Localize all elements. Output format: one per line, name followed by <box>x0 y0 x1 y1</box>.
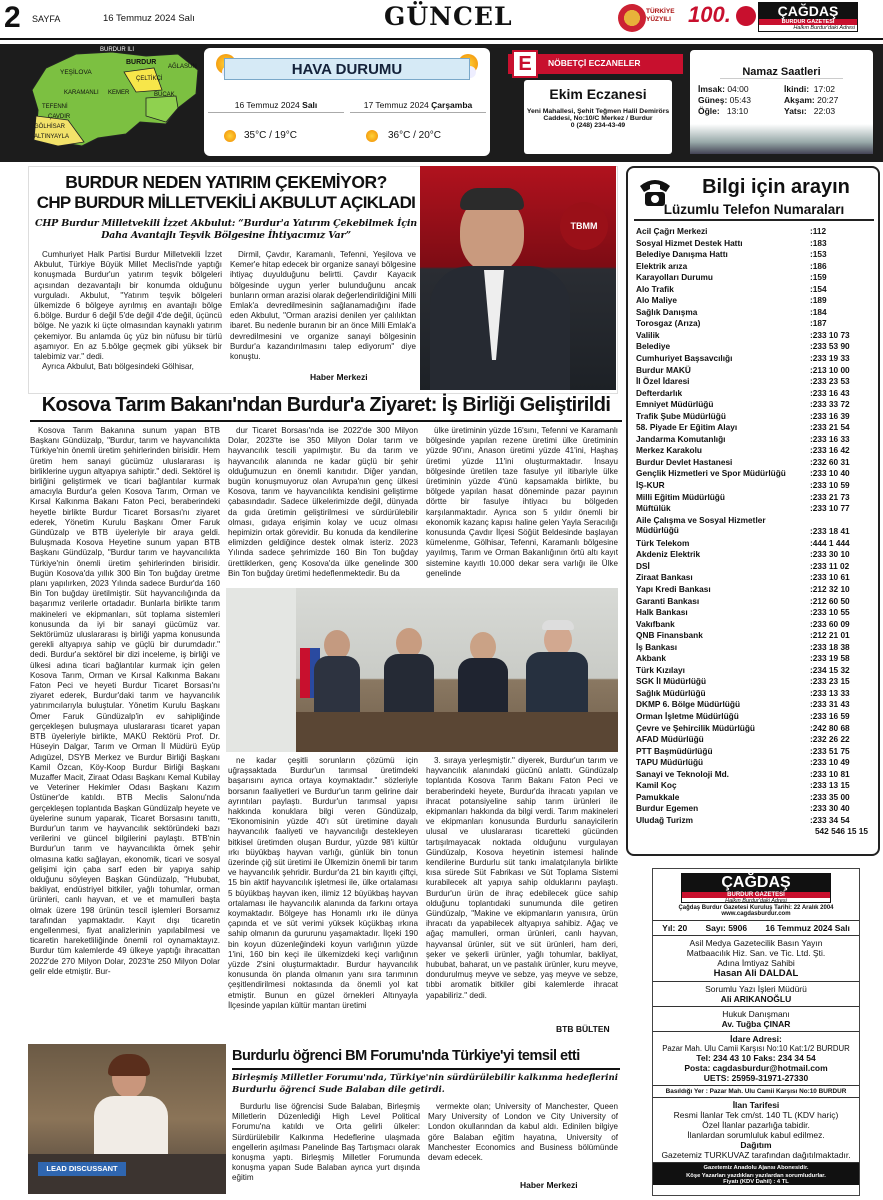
phone-row <box>634 353 874 365</box>
impressum-box <box>652 868 860 1196</box>
phone-row <box>634 549 874 561</box>
phone-row <box>634 607 874 619</box>
phone-row <box>634 826 874 838</box>
weather-box <box>204 48 490 156</box>
phone-row <box>634 422 874 434</box>
impressum-logo-sub: BURDUR GAZETESİ <box>682 892 830 898</box>
phone-row-number: :233 31 43 <box>810 699 850 710</box>
address-text: Pazar Mah. Ulu Camii Karşısı No:10 Kat:1/2 BURDUR <box>662 1044 850 1053</box>
phone-row-label: Akdeniz Elektrik <box>636 549 701 560</box>
phone-row <box>634 249 874 261</box>
phone-row <box>634 596 874 608</box>
phone-row-label: Sağlık Danışma <box>636 306 698 317</box>
tel-fax: Tel: 234 43 10 Faks: 234 34 54 <box>696 1053 816 1063</box>
phone-row-number: :154 <box>810 283 827 294</box>
phone-row-label: Valilik <box>636 329 660 340</box>
sun-icon-2 <box>366 130 378 142</box>
map-label-11: ALTINYAYLA <box>34 134 70 140</box>
phone-row-label: Uludağ Turizm <box>636 814 694 825</box>
owner-line-2: Matbaacılık Hiz. San. ve Tic. Ltd. Şti. <box>686 948 826 958</box>
phone-row-number: :233 21 73 <box>810 491 850 502</box>
day2-name: Çarşamba <box>431 100 473 110</box>
sidebar-title-1: Bilgi için arayın <box>702 176 850 198</box>
price: Fiyatı (KDV Dahil) : 4 TL <box>653 1179 859 1185</box>
phone-row <box>634 272 874 284</box>
phone-row-number: :233 11 02 <box>810 560 850 571</box>
phone-row-label: Torosgaz (Arıza) <box>636 318 701 329</box>
article-2-byline: BTB BÜLTEN <box>556 1024 610 1034</box>
phone-row-number: :233 18 38 <box>810 641 850 652</box>
phone-row-label: Defterdarlık <box>636 387 683 398</box>
phone-row-number: :233 10 49 <box>810 757 850 768</box>
turkiye-yuzyili-text: TÜRKİYE YÜZYILI <box>646 8 675 23</box>
phone-row-label: Karayolları Durumu <box>636 272 713 283</box>
ogle-time: 13:10 <box>726 106 749 116</box>
article-3-col-2-text: vermekte olan; University of Manchester, Queen Mary University of London ve City University of London okullarından da kabul aldı. Edinilen bilgiye göre Balaban eğitim hayatına, University of Manchester Economics and Business bölümünde devam edecek. <box>428 1102 618 1163</box>
phone-row-label: Yapı Kredi Bankası <box>636 583 711 594</box>
phone-row-number: :233 10 73 <box>810 329 850 340</box>
phone-row <box>634 238 874 250</box>
imsak-label: İmsak: <box>698 84 725 94</box>
impressum-logo <box>681 873 831 903</box>
phone-row-number: :233 33 72 <box>810 399 850 410</box>
phone-row <box>634 572 874 584</box>
phone-row-number: :187 <box>810 318 827 329</box>
phone-row-number: :183 <box>810 237 827 248</box>
map-label-9: ÇAVDIR <box>48 114 71 120</box>
gunes-label: Güneş: <box>698 95 728 105</box>
phone-row <box>634 365 874 377</box>
owner-name: Hasan Ali DALDAL <box>713 968 799 979</box>
day1-date-text: 16 Temmuz 2024 <box>234 100 300 110</box>
phone-row-label: Kamil Koç <box>636 780 677 791</box>
phone-row-label: Pamukkale <box>636 791 680 802</box>
article-2-col-3b-text: 3. sıraya yerleşmiştir." diyerek, Burdur'un tarım ve hayvancılık alanındaki gücünü anlattı. Gündüzalp toplantıda Kosova Tarım Bakanı Faton Peci ve beraberindeki heyete, Burdur'da ihracatı yapılan ve ihracat potansiyeline sahip tarım ürünleri ile ekipmanları hakkında da bilgi verdi. Tarım makineleri ve ekipmanları konusunda Burdurlu sanayicilerin ulusal ve uluslararası ticaretteki gücünden tartışılmayacak noktada olduğunu vurgulayan Gündüzalp, Kosova heyetinin istemesi halinde kendilerine Burdurlu süt tankı imalatçılarıyla birlikte kısa sürede Süt Fabrikası ve Süt Toplama Sistemi kurabilecek alt yapıya sahip olduklarını paylaştı. Burdur'un ürün de ihraç edebilecek güce sahip olduğunu toplantıdaki sunumunda dile getiren Gündüzalp, "Makine ve ekipmanların yanısıra, ürün ihracatı da yapabilecek altyapıya sahibiz. Ağaç ve ağaç mamulleri, orman ürünleri, canlı hayvan, hayvansal ürünler, süt ve süt ürünleri, ham deri, şeker ve şekerli ürünler, yağlı tohumlar, bakliyat, hububat, baharat, un ve pastalık ürünler, kuru meyve, dondurulmuş meyve ve sebze, yaş meyve ve sebze, tıbbi aromatik bitkiler gibi kalemlerde ihracat yapabiliriz." dedi. <box>426 756 618 1000</box>
phone-row-label: Elektrik arıza <box>636 260 688 271</box>
article-1-col-1 <box>34 250 222 372</box>
pharmacy-phone: 0 (248) 234-43-49 <box>570 122 626 129</box>
phone-row <box>634 676 874 688</box>
phone-row-number: :233 16 33 <box>810 433 850 444</box>
phone-row-number: :233 35 00 <box>810 791 850 802</box>
phone-row-label: Emniyet Müdürlüğü <box>636 399 714 410</box>
phone-row-label: Belediye <box>636 341 671 352</box>
phone-row <box>634 561 874 573</box>
map-label-6: KEMER <box>108 90 130 96</box>
phone-row <box>634 284 874 296</box>
phone-row-number: :213 10 00 <box>810 364 850 375</box>
phone-row-label: Cumhuriyet Başsavcılığı <box>636 353 733 364</box>
ad-line-3: İlanlardan sorumluluk kabul edilmez. <box>687 1130 825 1140</box>
phone-row-number: :233 13 33 <box>810 687 850 698</box>
phone-row-number: :233 18 41 <box>810 526 850 537</box>
phone-row-label: Belediye Danışma Hattı <box>636 249 728 260</box>
phone-row-label: Türk Telekom <box>636 537 690 548</box>
article-3-col-1-text: Burdurlu lise öğrencisi Sude Balaban, Birleşmiş Milletlerin Düzenlediği High Level Political Forumu'na katıldı ve Orta gelirli ülkeler: Sürdürülebilir Kalkınma Hedeflerine ulaşmada engellerin aşılması Panelinde Baş Tartışmacı olarak konuşma yaptı. Birleşmiş Milletler Forumunda konuşma yapan Sude Balaban ayrıca yurt dışında eğitim <box>232 1102 420 1183</box>
phone-row-number: :233 23 15 <box>810 676 850 687</box>
paper-logo-text: ÇAĞDAŞ <box>759 3 857 19</box>
phone-row <box>634 341 874 353</box>
phone-row <box>634 630 874 642</box>
phone-row <box>634 746 874 758</box>
article-1-headline-1: BURDUR NEDEN YATIRIM ÇEKEMİYOR? <box>65 172 387 192</box>
phone-row-label: QNB Finansbank <box>636 630 703 641</box>
pharmacy-box <box>508 48 683 156</box>
ikindi-label: İkindi: <box>784 84 810 94</box>
issue-date: 16 Temmuz 2024 Salı <box>765 923 850 933</box>
phone-row-number: :233 13 15 <box>810 780 850 791</box>
issue-number: Sayı: 5906 <box>705 923 748 933</box>
map-label-10: GÖLHİSAR <box>34 124 66 130</box>
yatsi-time: 22:03 <box>813 106 836 116</box>
phone-row-number: :233 10 55 <box>810 607 850 618</box>
dist-text: Gazetemiz TURKUVAZ tarafından dağıtılmaktadır. <box>661 1150 851 1160</box>
phone-row-label: 58. Piyade Er Eğitim Alayı <box>636 422 738 433</box>
article-1-headline-2: CHP BURDUR MİLLETVEKİLİ AKBULUT AÇIKLADI <box>36 193 416 212</box>
article-2-col-3b <box>426 756 618 1018</box>
phone-row-label: Akbank <box>636 653 666 664</box>
phone-row-number: :233 60 09 <box>810 618 850 629</box>
phone-row-number: :233 30 10 <box>810 549 850 560</box>
legal-section <box>653 1006 859 1031</box>
impressum-founded: Çağdaş Burdur Gazetesi Kuruluş Tarihi: 22 Aralık 2004 <box>678 905 834 911</box>
legal-label: Hukuk Danışmanı <box>722 1009 790 1019</box>
phone-row-number: :233 19 33 <box>810 353 850 364</box>
article-1-col-1-p2: Ayrıca Akbulut, Batı bölgesindeki Gölhisar, <box>42 362 194 372</box>
article-2-col-2a-text: dur Ticaret Borsası'nda ise 2022'de 300 Milyon Dolar, 2023'te ise 350 Milyon Dolar tarım ve hayvancılık tescili yapılmıştır. Bu da tarım ve hayvancılık alanında ne kadar güçlü bir şehir olduğumuzun en önemli kanıtıdır. Diğer yandan, bugün konuşmuyoruz olan Avrupa'nın genç ülkesi Kosova, tarım ve hayvancılıkta kendisini geliştirme çabasındadır. Sadece ülkelerimizde değil, dünyada da gıda üretimin geliştirilmesi ve sürdürülebilir olması, gıdaya erişimin kolay ve ucuz olması hepimizin ortak görevidir. Bu konuda da kendilerine elimizden geldiğince destek olmak isteriz. 2023 Yılında sadece şehrimizde 160 Bin Ton buğday ürettiklerken, genç Kosova'da ülke genelinde 300 Bin Ton buğday üretimi hedeflenmektedir. Bu da <box>228 426 418 578</box>
phone-numbers-sidebar <box>626 166 880 856</box>
article-1-col-2-p1: Dirmil, Çavdır, Karamanlı, Tefenni, Yeşilova ve Kemer'e hitap edecek bir organize sanayi bölgesine ihtiyaç duyulduğunu belirtti. Çavdır Kayacık bölgesinde uygun yerler bulunduğunu ancak bunların orman arazisi olarak değerlendirildiğini Milli Emlak'a devredilmesinin sağlanamadığını ifade eden Akbulut, "Orman arazisi denilen yer çalılıktan ibaret. Bu nedenle buranın bir an önce Milli Emlak'a devredilmesini ve organize sanayi bölgesinin Burdur'a kazandırılmasını talep ediyorum" diye konuştu. <box>230 250 416 362</box>
dist-label: Dağıtım <box>740 1140 772 1150</box>
article-2-col-2a <box>228 426 418 586</box>
article-2-headline: Kosova Tarım Bakanı'ndan Burdur'a Ziyaret: İş Birliği Geliştirildi <box>41 394 611 416</box>
phone-row-number: :233 16 59 <box>810 710 850 721</box>
article-2-col-3a-text: ülke üretiminin yüzde 16'sını, Tefenni ve Karamanlı bölgesinde yapılan rezene üretimi ülke üretiminin yüzde 90'ını, Anason üretimi yüzde 41'ini, Haşhaş üretimi yüzde 11'ini oluşturmaktadır. İnsayu bölgesinde üretilen taze fasulye yıl itibariyle ülke üretiminin yüzde 4'ünü kapsamakla birlikte, bu bölgede yapılan hasat döneminde pazar payının dörtte bir fasulye ihtiyacı bu bölgeden karşılanmaktadır. Ayrıca son 5 yıldır önemli bir ekonomik kazanç kapısı haline gelen Yayla Seracılığı konusunda Çavdır İlçesi Söğüt Beldesinde başlayan kümelenme, Gölhisar, Tefenni, Karamanlı bölgesine yayılmış, Tarım ve Orman Bakanlığının örtü altı kayıt sistemine kayıtlı 10.000 dekar sera varlığı ile Ülke genelinde <box>426 426 618 578</box>
print-location: Basıldığı Yer : Pazar Mah. Ulu Camii Karşısı No:10 BURDUR <box>653 1085 859 1097</box>
phone-row <box>634 619 874 631</box>
phone-row-label: DSİ <box>636 560 650 571</box>
day2-date-text: 17 Temmuz 2024 <box>363 100 429 110</box>
phone-row-label: Alo Trafik <box>636 283 674 294</box>
day1-name: Salı <box>302 100 318 110</box>
issue-row <box>653 920 859 935</box>
phone-row <box>634 538 874 550</box>
phone-row <box>634 757 874 769</box>
phone-row-label: Jandarma Komutanlığı <box>636 433 726 444</box>
phone-row <box>634 445 874 457</box>
phone-row <box>634 226 874 238</box>
phone-row-number: :159 <box>810 272 827 283</box>
article-3-subhead: Birleşmiş Milletler Forumu'nda, Türkiye'nin sürdürülebilir kalkınma hedeflerini Burdurlu öğrenci Sude Balaban dile getirdi. <box>232 1073 618 1095</box>
ogle-label: Öğle: <box>698 106 720 116</box>
phone-row-label: Burdur MAKÜ <box>636 364 691 375</box>
phone-row <box>634 769 874 781</box>
page-header <box>0 0 883 40</box>
phone-row-number: :212 21 01 <box>810 630 850 641</box>
legal-name: Av. Tuğba ÇINAR <box>721 1019 791 1029</box>
phone-row <box>634 492 874 504</box>
article-3-photo <box>28 1044 226 1194</box>
pharmacy-address-2: Caddesi, No:10/C Merkez / Burdur <box>543 115 653 122</box>
address-label: İdare Adresi: <box>730 1034 782 1044</box>
phone-row-label: Milli Eğitim Müdürlüğü <box>636 491 725 502</box>
phone-row-label: Çevre ve Şehircilik Müdürlüğü <box>636 722 755 733</box>
imsak-time: 04:00 <box>727 84 749 94</box>
ad-label: İlan Tarifesi <box>732 1100 780 1110</box>
phone-row-label: TAPU Müdürlüğü <box>636 757 704 768</box>
paper-tagline: Halkın Burdur'daki Adresi <box>793 25 855 31</box>
divider <box>30 420 622 422</box>
phone-row-label: Sanayi ve Teknoloji Md. <box>636 768 729 779</box>
phone-row <box>634 688 874 700</box>
article-1-subhead: CHP Burdur Milletvekili İzzet Akbulut: “Burdur'a Yatırım Çekebilmek İçin Daha Avantajlı Teşvik Bölgesine İhtiyacımız Var” <box>35 218 417 241</box>
phone-row <box>634 723 874 735</box>
phone-row <box>634 318 874 330</box>
phone-row-label: Garanti Bankası <box>636 595 700 606</box>
pharmacy-label: NÖBETÇİ ECZANELER <box>548 58 641 68</box>
phone-row-number: :444 1 444 <box>810 537 850 548</box>
prayer-times-box <box>690 50 873 154</box>
phone-row-number: :212 60 50 <box>810 595 850 606</box>
map-label-2: BURDUR <box>126 59 157 66</box>
pharmacy-e-icon: E <box>512 50 538 78</box>
article-3-byline: Haber Merkezi <box>520 1180 578 1190</box>
phone-row-label: İŞ-KUR <box>636 480 665 491</box>
skyline-graphic <box>690 124 873 154</box>
phone-row <box>634 261 874 273</box>
phone-row-number: :232 60 31 <box>810 456 850 467</box>
phone-row <box>634 699 874 711</box>
impressum-logo-text: ÇAĞDAŞ <box>682 874 830 892</box>
article-1-col-1-p1: Cumhuriyet Halk Partisi Burdur Milletvekili İzzet Akbulut, Türkiye Büyük Millet Meclisi'nde yaptığı konuşmada Burdur'un yatırım teşvik bölgeleri açısından dezavantajlı bir konumda olduğunu vurguladı. Akbulut, "Yatırım teşvik bölgeleri ülkemizde 6 bölgeye ayrılmış en avantajlı bölge 6.bölge. Burdur 6 değil 5'de değil 4'de değil, üçüncü bölge. Ne yazık ki üçte olmasından kaynaklı yatırım çekemiyor. Bu anlamda üç yüz bin nüfusu bir türlü aşamıyor. En az 5.bölge geçmek gibi yüksek bir talebimiz var." dedi. <box>34 250 222 362</box>
lead-discussant-sign: LEAD DISCUSSANT <box>38 1162 126 1176</box>
article-2-col-1 <box>30 426 220 1034</box>
phone-row <box>634 792 874 804</box>
owner-line-3: Adına İmtiyaz Sahibi <box>717 958 795 968</box>
map-label-0: BURDUR İLİ <box>100 47 135 53</box>
article-2-photo <box>226 588 618 752</box>
map-label-3: AĞLASUN <box>168 64 197 70</box>
phone-row-label: Alo Maliye <box>636 295 678 306</box>
address-section <box>653 1031 859 1085</box>
article-3-rule <box>232 1068 620 1070</box>
sun-icon <box>224 130 236 142</box>
article-1-col-2 <box>230 250 416 362</box>
phone-row-label: SGK İl Müdürlüğü <box>636 676 707 687</box>
phone-row <box>634 399 874 411</box>
paper-logo <box>758 2 858 32</box>
phone-row <box>634 665 874 677</box>
phone-row-number: :233 10 61 <box>810 572 850 583</box>
100-years-logo: 100. <box>688 2 731 27</box>
burdur-map <box>28 46 204 152</box>
phone-row <box>634 307 874 319</box>
phone-row <box>634 642 874 654</box>
pharmacy-card <box>524 80 672 154</box>
page-number: 2 <box>4 1 21 34</box>
phone-row-number: :212 32 10 <box>810 583 850 594</box>
phone-row-number: :184 <box>810 306 827 317</box>
day1-temp: 35°C / 19°C <box>244 130 298 141</box>
phone-row-label: DKMP 6. Bölge Müdürlüğü <box>636 699 741 710</box>
phone-row-number <box>810 515 868 527</box>
phone-row <box>634 388 874 400</box>
author-notice: Köşe Yazarları yazdıkları yazılardan sorumludurlar. <box>653 1173 859 1179</box>
phone-row <box>634 480 874 492</box>
paper-logo-sub: BURDUR GAZETESİ <box>759 19 857 25</box>
aksam-label: Akşam: <box>784 95 815 105</box>
member-note: Gazetemiz Anadolu Ajansı Abonesidir. <box>653 1162 859 1173</box>
phone-row <box>634 711 874 723</box>
phone-row-label: Acil Çağrı Merkezi <box>636 226 708 236</box>
page-label: SAYFA <box>32 14 61 24</box>
phone-row-number: :233 10 77 <box>810 503 850 514</box>
sidebar-title-2: Lüzumlu Telefon Numaraları <box>634 202 874 221</box>
phone-row-label: Burdur Devlet Hastanesi <box>636 456 733 467</box>
issue-year: Yıl: 20 <box>662 923 688 933</box>
owner-line-1: Asil Medya Gazetecilik Basın Yayın <box>689 938 823 948</box>
phone-row-number: :233 30 40 <box>810 803 850 814</box>
pharmacy-name: Ekim Eczanesi <box>549 86 647 102</box>
phone-list <box>634 226 874 838</box>
phone-row-label: Sağlık Müdürlüğü <box>636 687 706 698</box>
article-1-byline: Haber Merkezi <box>310 372 368 382</box>
phone-row <box>634 457 874 469</box>
phone-row <box>634 376 874 388</box>
email: Posta: cagdasburdur@hotmail.com <box>684 1063 828 1073</box>
ad-line-1: Resmi İlanlar Tek cm/st. 140 TL (KDV hariç) <box>673 1110 839 1120</box>
article-2-col-2b-text: ne kadar çeşitli sorunların çözümü için uğraşsaktada Burdur'un tarımsal üretimdeki başarısını ayrıca ortaya koymaktadır." sözleriyle borsanın faaliyetleri ve Burdur'un tarım gelirine dair ayrıntıları paylaştı. Burdur'un tarımsal yapısı hakkında konuklara bilgi veren Gündüzalp, "Ekonomisinin yüzde 40'ı süt üretimine dayalı hayvancılık faaliyeti ve hayvancılığı destekleyen bitkisel üretimden oluşan Burdur, yüzde 98'i kültür ırkı büyükbaş hayvan varlığı, günlük bin tonun üzerinde çiğ süt üretimi ile Ülkemizin önemli bir tarım ve hayvancılık şehridir. Burdur'da 21 bin kayıtlı çiftçi, 15 bin aktif hayvancılık işletmesi ile, ülke ortalaması 5 büyükbaş hayvan iken, ilimiz 12 büyükbaş hayvan ortalaması ile hayvancılık alanında da farkını ortaya koymaktadır. Bölgeye has Honamlı ırkı ile dünya çapında et ve süt verimi yüksek küçükbaş ırkına sahip olmanın da gururunu yaşamaktadır. İlçeki 190 bin koyun düzenleğindeki koyun varlığının yüzde 1'ini, 160 bin keçi ile ülkemizdeki keçi varlığının yüzde 2'sini oluşturmaktadır. Burdur hayvancılık konusunda ön planda olmanın yanı sıra tarımının çeşitlendirilmesi noktasında da önemli yol kat etmiştir. Bunun en güzel örnekleri Altınyayla İlçesinde yapılan kültür mantarı üretimi <box>228 756 418 1010</box>
map-label-4: ÇELTİKÇİ <box>136 76 163 82</box>
phone-row-number: :233 21 54 <box>810 422 850 433</box>
phone-row-label: Aile Çalışma ve Sosyal Hizmetler Müdürlüğü <box>636 514 766 535</box>
uets: UETS: 25959-31971-27330 <box>703 1073 809 1083</box>
editor-section <box>653 981 859 1006</box>
phone-row-number: 542 546 15 15 <box>814 826 868 837</box>
weather-title: HAVA DURUMU <box>224 58 470 80</box>
phone-row <box>634 411 874 423</box>
prayer-col-2 <box>784 84 838 117</box>
phone-row-label: Ziraat Bankası <box>636 572 693 583</box>
owner-section <box>653 935 859 981</box>
section-title: GÜNCEL <box>384 2 513 31</box>
phone-row-number: :232 26 22 <box>810 734 850 745</box>
pharmacy-address-1: Yeni Mahallesi, Şehit Teğmen Halil Demirörs <box>526 108 670 115</box>
editor-name: Ali ARIKANOĞLU <box>720 994 792 1004</box>
phone-row <box>634 803 874 815</box>
phone-row <box>634 503 874 515</box>
prayer-title: Namaz Saatleri <box>720 66 843 79</box>
phone-row-label: Merkez Karakolu <box>636 445 702 456</box>
map-label-8: TEFENNİ <box>42 104 68 110</box>
phone-row-label: Vakıfbank <box>636 618 675 629</box>
impressum-tagline: Halkın Burdur'daki Adresi <box>725 898 787 904</box>
phone-row-label: Orman İşletme Müdürlüğü <box>636 710 739 721</box>
phone-row-number: :233 10 81 <box>810 768 850 779</box>
phone-row-label: Sosyal Hizmet Destek Hattı <box>636 237 743 248</box>
prayer-col-1 <box>698 84 751 117</box>
phone-row-number: :233 10 59 <box>810 480 850 491</box>
phone-row-number: :153 <box>810 249 827 260</box>
editor-label: Sorumlu Yazı İşleri Müdürü <box>705 984 807 994</box>
map-label-1: YEŞİLOVA <box>60 69 92 76</box>
turkiye-yuzyili-logo-icon <box>618 4 646 32</box>
phone-row <box>634 468 874 480</box>
phone-row-label: Burdur Egemen <box>636 803 699 814</box>
phone-row <box>634 584 874 596</box>
ikindi-time: 17:02 <box>813 84 836 94</box>
phone-row <box>634 734 874 746</box>
article-3-headline: Burdurlu öğrenci BM Forumu'nda Türkiye'yi temsil etti <box>232 1048 580 1064</box>
phone-row-label: Trafik Şube Müdürlüğü <box>636 410 726 421</box>
phone-row-label: Halk Bankası <box>636 607 688 618</box>
phone-row-number: :233 23 53 <box>810 376 850 387</box>
ad-line-2: Özel İlanlar pazarlığa tabidir. <box>702 1120 810 1130</box>
phone-row-label: Müftülük <box>636 503 671 514</box>
article-2-col-2b <box>228 756 418 1034</box>
gunes-time: 05:43 <box>729 95 751 105</box>
day2-date <box>350 100 486 113</box>
article-3-col-1 <box>232 1102 420 1196</box>
flag-crescent-icon <box>736 6 756 26</box>
phone-row-number: :233 34 54 <box>810 814 850 825</box>
phone-row-number: :233 10 40 <box>810 468 850 479</box>
phone-row <box>634 434 874 446</box>
phone-row <box>634 815 874 827</box>
phone-row-label: AFAD Müdürlüğü <box>636 734 704 745</box>
phone-row-number: :112 <box>810 226 827 236</box>
aksam-time: 20:27 <box>817 95 839 105</box>
phone-row-number: :233 51 75 <box>810 745 850 756</box>
day1-date <box>208 100 344 113</box>
phone-row-number: :233 19 58 <box>810 653 850 664</box>
article-2-col-1-text: Kosova Tarım Bakanına sunum yapan BTB Başkanı Gündüzalp, "Burdur, tarım ve hayvancılıkta Türkiye'nin önemli üretim şehirlerinden birisidir. Hem üretim hem sanayi gücümüz uluslararası iş birliklerine uygun altyapıya sahiptir." dedi. Sektörel iş birliğini geliştirmek ve ticari bağlantılar kurmak amacıyla Burdur'a gelen Kosova Tarım, Orman ve Kırsal Kalkınma Bakanı Faton Peci, beraberindeki heyetle birlikte Burdur Ticaret Borsası'nı ziyaret ederek, Yönetim Kurulu Başkanı Ömer Faruk Gündüzalp ve BTB üyeleriyle bir araya geldi. Buluşmada Kosova Heyetine sunum yapan BTB Başkanı Gündüzalp, "Burdur tarım ve hayvancılıkta Türkiye'nin önemli üretim şehirlerinden birisidir. Bugün Kosova'da yıllık 300 Bin Ton buğday üretme planı yapılırken, 2023 Yılında sadece Burdur'da 160 Bin Ton buğday üretilmiştir. Süt hayvancılığında da başarımız verilerle ortadadır. Bunlarla birlikte tarım makineleri ve ekipmanları, süt toplama sistemleri konusunda da iyi bir sanayi gücümüz var. Sektörümüz uluslararası iş birliği yapma konusunda gerekli altyapıya sahip ve güçlü bir durumdadır." dedi. Burdur'a sektörel bir dizi inceleme, iş birliği ve ülkesi adına ticari bağlantılar kurmak için gelen Kosova Tarım, Orman ve Kırsal Kalkınma Bakanı Faton Peci ve heyeti Burdur Ticaret Borsası'nı ziyaret ederek, Burdur'daki tarım ve hayvancılık yatırımcılarıyla buluştular. Yönetim Kurulu Başkanı Ömer Faruk Gündüzalp'in ev sahipliğinde gerçekleşen buluşmaya uluslararası ticaret yapan BTB üyeleriyle birlikte, MAKÜ Rektörü Prof. Dr. Hüseyin Dalgar, Tarım ve Orman İl Müdürü Eyüp Adıgüzel, DSYB Merkez ve Burdur Birliği Başkanı Kamil Özcan, Köy-Koop Burdur Birliği Başkanı Muzaffer Macit, Ziraat Odası Başkanı Kemal Kubilay ve Veteriner Hekimler Odası Başkanı Kazım Üstüner'de katıldı. BTB Meclis Salonu'nda gerçekleşen toplantıda Başkan Gündüzalp heyete ve üyelerine sunum yaparak, Ticaret Borsasını tanıttı, Burdur'un tarım ve hayvancılık sektöründeki bazı verilerini ve güncel bilgilerini paylaştı. BTB'nin Burdur'un tarım ve hayvancılıkta örnek şehir olmasına katkı sağlayan, ekonomik, ticari ve sosyal gelişimi için çaba sarf eden bir yapıya sahip olduğunu söyleyen Başkan Gündüzalp, "Hububat, bakliyat, endüstriyel bitkiler, yağlı tohumlar, orman ürünleri, canlı hayvan, et ve et mamulleri başta olmak üzere 198 ürünün tescil işlemleri Borsamız tarafından yapmaktadır. Kayıt dışı ticaretin engellenmesi, fiyat analizlerinin yapılabilmesi ve ticaretin hareketliliğinde önemli rol oynamaktayız. Burdur tüm kalemlerde 49 ülkeye yaptığı ihracattan 2022'de 270 Milyon Dolar, 2023'te 250 Milyon Dolar gelir elde etmiştir. Bur- <box>30 426 220 976</box>
phone-row <box>634 295 874 307</box>
phone-row-label: PTT Başmüdürlüğü <box>636 745 713 756</box>
phone-row-label: İl Özel İdaresi <box>636 376 690 387</box>
map-label-7: BUCAK <box>154 92 175 98</box>
phone-row <box>634 653 874 665</box>
phone-row-number: :234 15 32 <box>810 664 850 675</box>
phone-row-number: :186 <box>810 260 827 271</box>
ad-section <box>653 1097 859 1162</box>
phone-row-number: :233 53 90 <box>810 341 850 352</box>
article-3-col-2 <box>428 1102 618 1172</box>
phone-row-label: Gençlik Hizmetleri ve Spor Müdürlüğü <box>636 468 786 479</box>
phone-row-number: :233 16 43 <box>810 387 850 398</box>
phone-row <box>634 330 874 342</box>
phone-row-number: :233 16 39 <box>810 410 850 421</box>
article-1-photo <box>420 166 616 390</box>
phone-row-number: :242 80 68 <box>810 722 850 733</box>
yatsi-label: Yatsı: <box>784 106 807 116</box>
header-date: 16 Temmuz 2024 Salı <box>103 13 195 24</box>
tbmm-badge: TBMM <box>560 202 608 250</box>
day2-temp: 36°C / 20°C <box>388 130 442 141</box>
phone-row-label: Türk Kızılayı <box>636 664 685 675</box>
phone-row <box>634 780 874 792</box>
phone-row-label: İş Bankası <box>636 641 678 652</box>
map-label-5: KARAMANLI <box>64 90 99 96</box>
phone-row-number: :233 16 42 <box>810 445 850 456</box>
impressum-site: www.cagdasburdur.com <box>721 911 791 917</box>
phone-row-number: :189 <box>810 295 827 306</box>
article-2-col-3a <box>426 426 618 586</box>
